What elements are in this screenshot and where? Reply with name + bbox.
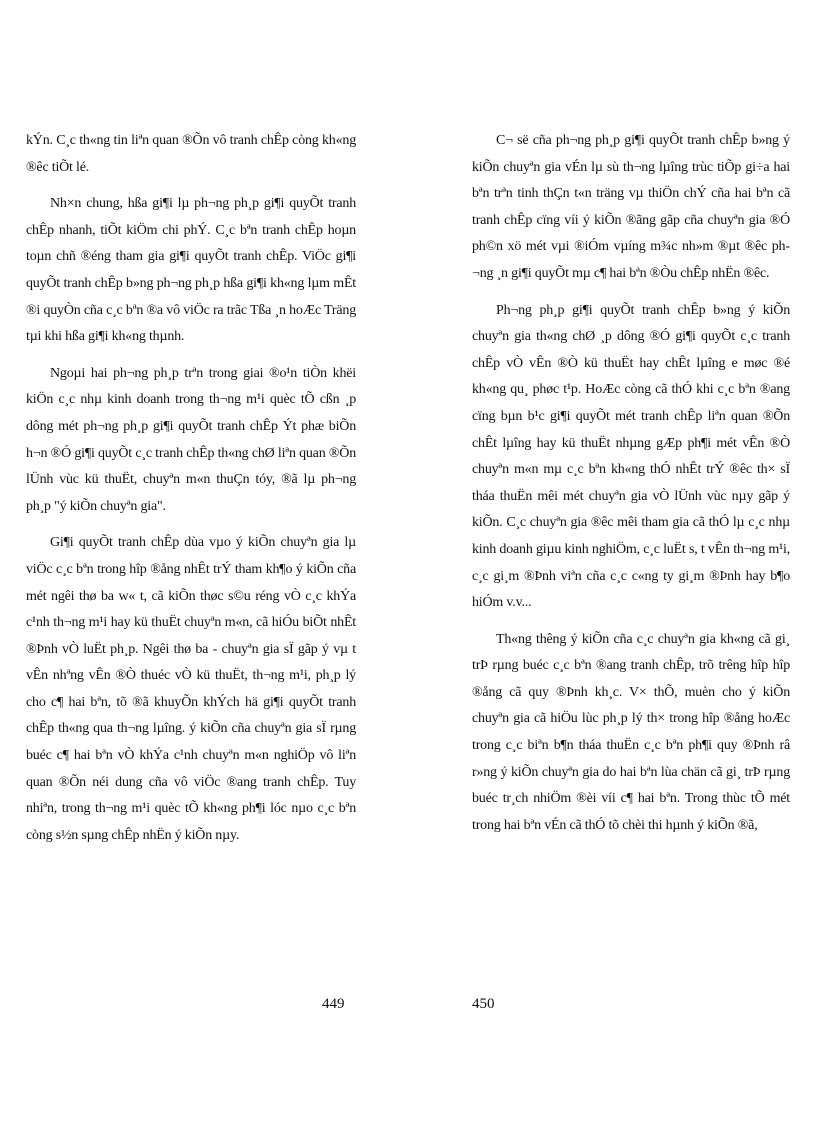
left-page-text xyxy=(26,128,356,859)
paragraph: Gi¶i quyÕt tranh chÊp dùa vµo ý kiÕn chuyªn gia lµ viÖc c¸c bªn trong hîp ®ång nhÊt trÝ tham kh¶o ý kiÕn cña mét ngêi thø ba w« t, cã kiÕn thøc s©u réng vÒ c¸c khÝa c¹nh th¬ng m¹i hay kü thuËt chuyªn m«n, cã hiÓu biÕt nhÊt ®Þnh vÒ luËt ph¸p. Ngêi thø ba - chuyªn gia sÏ gãp ý vµ t vÊn nhªng vÊn ®Ò thuéc vÒ kü thuËt, th¬ng m¹i, ph¸p lý cho c¶ hai bªn, tõ ®ã khuyÕn khÝch hä gi¶i quyÕt tranh chÊp th«ng qua th¬ng lµîng. ý kiÕn cña chuyªn gia sÏ rµng buéc c¶ hai bªn vÒ khÝa c¹nh chuyªn m«n nghiÖp vô liªn quan ®Õn néi dung cña vô viÖc ®ang tranh chÊp. Tuy nhiªn, trong th¬ng m¹i quèc tÕ kh«ng ph¶i lóc nµo c¸c bªn còng s½n sµng chÊp nhËn ý kiÕn nµy. xyxy=(26,535,356,843)
paragraph: Nh×n chung, hßa gi¶i lµ ph¬ng ph¸p gi¶i quyÕt tranh chÊp nhanh, tiÕt kiÖm chi phÝ. C¸c bªn tranh chÊp hoµn toµn chñ ®éng tham gia gi¶i quyÕt tranh chÊp. ViÖc gi¶i quyÕt tranh chÊp b»ng ph¬ng ph¸p hßa gi¶i kh«ng lµm mÊt ®i quyÒn cña c¸c bªn ®a vô viÖc ra trãc Tßa ¸n hoÆc Träng tµi khi hßa gi¶i kh«ng thµnh. xyxy=(26,196,356,345)
paragraph: kÝn. C¸c th«ng tin liªn quan ®Õn vô tranh chÊp còng kh«ng ®êc tiÕt lé. xyxy=(26,133,356,175)
paragraph: Ngoµi hai ph¬ng ph¸p trªn trong giai ®o¹n tiÒn khëi kiÖn c¸c nhµ kinh doanh trong th¬ng m¹i quèc tÕ cßn ¸p dông mét ph¬ng ph¸p gi¶i quyÕt tranh chÊp Ýt phæ biÕn h¬n ®Ó gi¶i quyÕt c¸c tranh chÊp th«ng chØ liªn quan ®Õn lÜnh vùc kü thuËt, chuyªn m«n thuÇn tóy, ®ã lµ ph¬ng ph¸p "ý kiÕn chuyªn gia". xyxy=(26,365,356,514)
page-number-right: 450 xyxy=(472,996,495,1012)
paragraph: Ph¬ng ph¸p gi¶i quyÕt tranh chÊp b»ng ý kiÕn chuyªn gia th«ng chØ ¸p dông ®Ó gi¶i quyÕt c¸c tranh chÊp vÒ vÊn ®Ò kü thuËt hay chÊt lµîng e møc ®é kh«ng qu¸ phøc t¹p. HoÆc còng cã thÓ khi c¸c bªn ®ang cïng bµn b¹c gi¶i quyÕt mét tranh chÊp liªn quan ®Õn chÊt lµîng hay kü thuËt nhµng gÆp ph¶i mét vÊn ®Ò chuyªn m«n mµ c¸c bªn kh«ng thÓ nhÊt trÝ ®êc th× sÏ tháa thuËn mêi mét chuyªn gia vÒ lÜnh vùc nµy gãp ý kiÕn. C¸c chuyªn gia ®êc mêi tham gia cã thÓ lµ c¸c nhµ kinh doanh giµu kinh nghiÖm, c¸c luËt s, t vÊn th¬ng m¹i, c¸c gi¸m ®Þnh viªn cña c¸c c«ng ty gi¸m ®Þnh hay b¶o hiÓm v.v... xyxy=(472,302,790,611)
paragraph: Th«ng thêng ý kiÕn cña c¸c chuyªn gia kh«ng cã gi¸ trÞ rµng buéc c¸c bªn ®ang tranh chÊp, trõ trêng hîp hîp ®ång cã quy ®Þnh kh¸c. V× thÕ, muèn cho ý kiÕn chuyªn gia cã hiÖu lùc ph¸p lý th× trong hîp ®ång hoÆc trong c¸c biªn b¶n tháa thuËn c¸c bªn ph¶i quy ®Þnh râ r»ng ý kiÕn chuyªn gia do hai bªn lùa chän cã gi¸ trÞ rµng buéc tr¸ch nhiÖm ®èi víi c¶ hai bªn. Trong thùc tÕ mét trong hai bªn vÉn cã thÓ tõ chèi thi hµnh ý kiÕn ®ã, xyxy=(472,631,790,833)
paragraph: C¬ së cña ph¬ng ph¸p gi¶i quyÕt tranh chÊp b»ng ý kiÕn chuyªn gia vÉn lµ sù th¬ng lµîng trùc tiÕp gi÷a hai bªn trªn tinh thÇn t«n träng vµ thiÖn chÝ cña hai bªn cã tranh chÊp cïng víi ý kiÕn ®ãng gãp cña chuyªn gia ®Ó ph©n xö mét vµi ®iÓm vµíng m¾c nh»m ®µt ®êc ph¬ng ¸n gi¶i quyÕt mµ c¶ hai bªn ®Òu chÊp nhËn ®êc. xyxy=(472,133,790,281)
page-number-left: 449 xyxy=(322,996,345,1012)
right-page-text xyxy=(472,128,790,849)
